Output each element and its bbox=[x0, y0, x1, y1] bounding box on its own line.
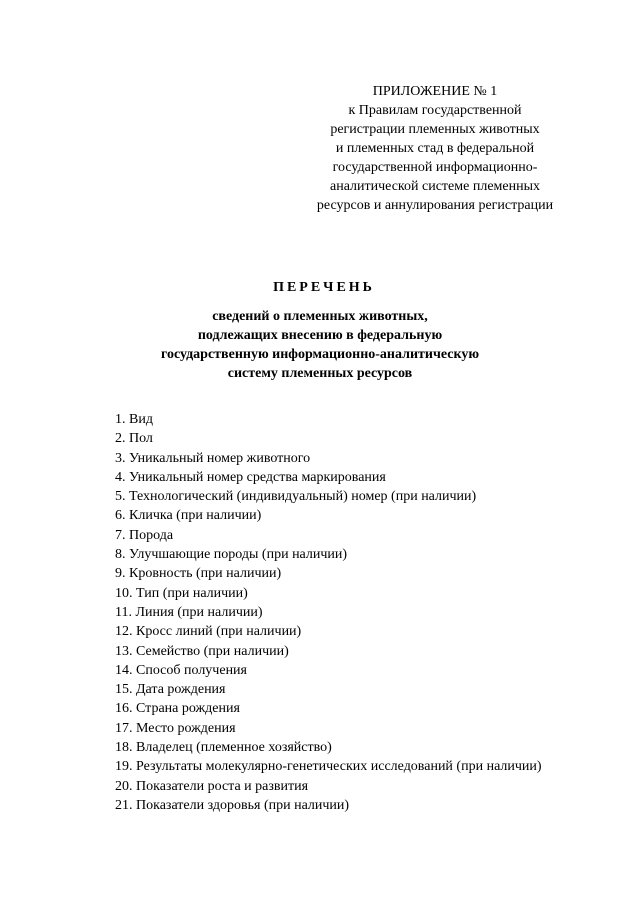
document-heading bbox=[0, 279, 640, 383]
list-item: 3. Уникальный номер животного bbox=[115, 450, 311, 466]
list-item: 11. Линия (при наличии) bbox=[115, 604, 263, 620]
list-item: 10. Тип (при наличии) bbox=[115, 585, 248, 601]
appendix-line: к Правилам государственной bbox=[348, 103, 522, 118]
subtitle-line: государственную информационно-аналитическую bbox=[160, 347, 480, 362]
list-item: 20. Показатели роста и развития bbox=[115, 778, 309, 794]
appendix-header bbox=[310, 82, 560, 215]
list-item: 19. Результаты молекулярно-генетических исследований (при наличии) bbox=[115, 759, 542, 775]
items-list bbox=[115, 410, 542, 815]
page-title: ПЕРЕЧЕНЬ bbox=[273, 280, 375, 295]
subtitle-line: подлежащих внесению в федеральную bbox=[197, 328, 443, 343]
appendix-line: аналитической системе племенных bbox=[329, 179, 540, 194]
list-item: 15. Дата рождения bbox=[115, 682, 226, 698]
list-item: 13. Семейство (при наличии) bbox=[115, 643, 289, 659]
appendix-title: ПРИЛОЖЕНИЕ № 1 bbox=[372, 84, 498, 99]
list-item: 12. Кросс линий (при наличии) bbox=[115, 624, 302, 640]
list-item: 1. Вид bbox=[115, 412, 153, 427]
list-item: 4. Уникальный номер средства маркирования bbox=[115, 469, 386, 485]
list-item: 17. Место рождения bbox=[115, 720, 236, 736]
list-item: 21. Показатели здоровья (при наличии) bbox=[115, 797, 350, 813]
list-item: 2. Пол bbox=[115, 431, 153, 447]
subtitle-line: сведений о племенных животных, bbox=[212, 309, 428, 324]
list-item: 16. Страна рождения bbox=[115, 701, 240, 717]
subtitle-line: систему племенных ресурсов bbox=[227, 366, 413, 381]
list-item: 18. Владелец (племенное хозяйство) bbox=[115, 740, 332, 756]
appendix-line: регистрации племенных животных bbox=[330, 122, 540, 137]
appendix-line: государственной информационно- bbox=[332, 160, 538, 175]
list-item: 7. Порода bbox=[115, 527, 174, 543]
list-item: 8. Улучшающие породы (при наличии) bbox=[115, 547, 348, 563]
appendix-line: и племенных стад в федеральной bbox=[335, 141, 535, 156]
list-item: 5. Технологический (индивидуальный) номер (при наличии) bbox=[115, 489, 477, 505]
list-item: 9. Кровность (при наличии) bbox=[115, 566, 282, 582]
appendix-line: ресурсов и аннулирования регистрации bbox=[316, 198, 554, 213]
list-item: 6. Кличка (при наличии) bbox=[115, 508, 262, 524]
list-item: 14. Способ получения bbox=[115, 662, 247, 678]
page-subtitle bbox=[0, 307, 640, 383]
